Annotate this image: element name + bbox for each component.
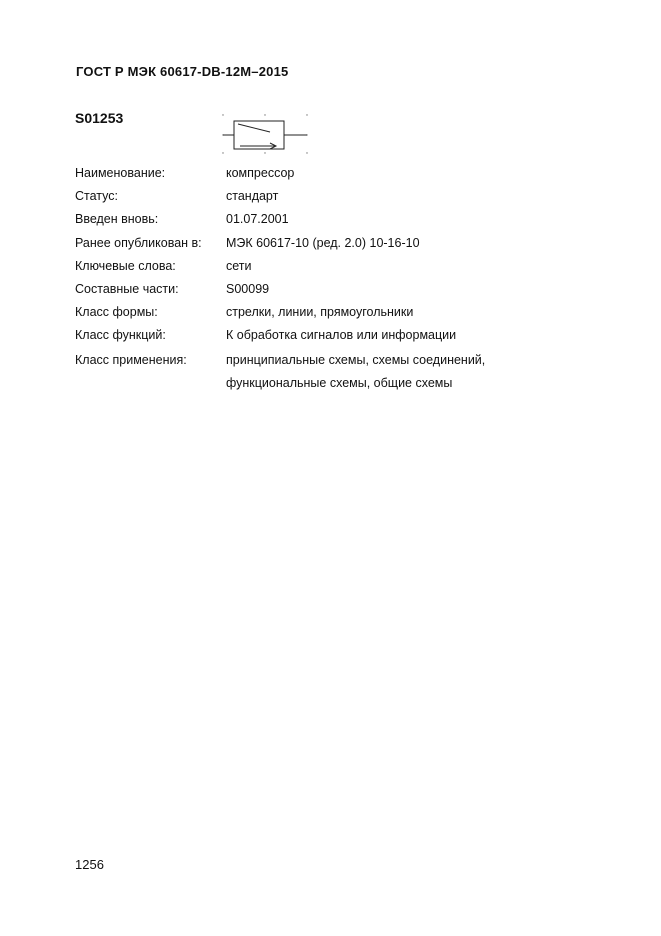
property-label: Наименование: — [75, 166, 166, 180]
property-value-line: принципиальные схемы, схемы соединений, — [226, 352, 486, 367]
property-label: Ключевые слова: — [75, 258, 176, 273]
property-row-keywords — [75, 256, 485, 279]
property-value: стрелки, линии, прямоугольники — [226, 305, 414, 320]
property-value: 01.07.2001 — [226, 212, 289, 227]
property-label: Класс применения: — [75, 352, 187, 367]
property-row-function-class — [75, 325, 485, 348]
property-row-shape-class — [75, 302, 485, 325]
property-row-status — [75, 186, 485, 209]
property-value: К обработка сигналов или информации — [226, 328, 457, 343]
symbol-code: S01253 — [75, 110, 124, 126]
page-number: 1256 — [75, 857, 104, 872]
property-value: компрессор — [226, 166, 295, 180]
property-value — [226, 349, 485, 395]
property-value-line: функциональные схемы, общие схемы — [226, 375, 453, 390]
properties-table — [75, 163, 485, 395]
property-value: S00099 — [226, 281, 270, 296]
property-label: Составные части: — [75, 281, 179, 296]
property-label: Статус: — [75, 189, 118, 204]
property-row-application-class — [75, 349, 485, 395]
property-value: МЭК 60617-10 (ред. 2.0) 10-16-10 — [226, 235, 420, 250]
property-value: сети — [226, 258, 252, 273]
property-label: Класс функций: — [75, 328, 166, 343]
document-header: ГОСТ Р МЭК 60617-DB-12M–2015 — [76, 64, 289, 79]
property-label: Введен вновь: — [75, 212, 159, 227]
property-label: Класс формы: — [75, 305, 158, 320]
property-value: стандарт — [226, 189, 279, 204]
property-row-name — [75, 163, 485, 186]
property-row-previously-published — [75, 233, 485, 256]
property-row-components — [75, 279, 485, 302]
property-row-introduced — [75, 209, 485, 232]
property-label: Ранее опубликован в: — [75, 235, 202, 250]
compressor-symbol-icon — [220, 113, 310, 157]
